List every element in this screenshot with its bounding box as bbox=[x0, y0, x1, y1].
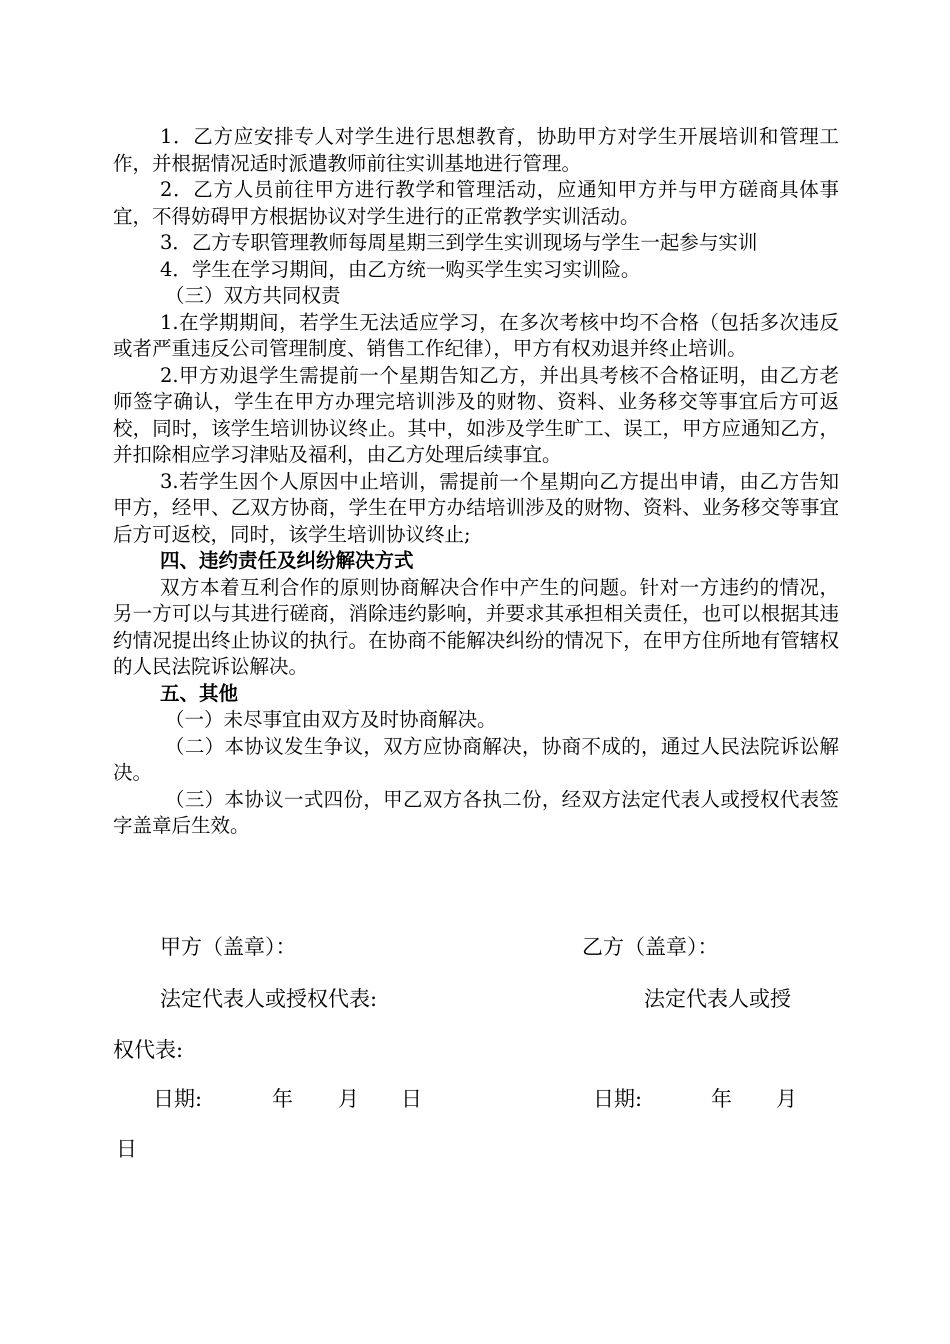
party-a-seal-label: 甲方（盖章）： bbox=[160, 935, 297, 959]
party-b-date-day: 日 bbox=[116, 1137, 137, 1161]
section-4-heading: 四、违约责任及纠纷解决方式 bbox=[160, 549, 414, 572]
party-b-rep-label-cont: 权代表: bbox=[113, 1038, 184, 1062]
party-a-date-month: 月 bbox=[338, 1087, 359, 1111]
party-a-rep-label: 法定代表人或授权代表: bbox=[160, 987, 378, 1011]
section-5-heading: 五、其他 bbox=[160, 681, 239, 705]
party-b-rep-label: 法定代表人或授 bbox=[644, 987, 791, 1011]
clause-5-2: （二）本协议发生争议，双方应协商解决，协商不成的，通过人民法院诉讼解决。 bbox=[113, 734, 839, 784]
clause-b-4: 4．学生在学习期间，由乙方统一购买学生实习实训险。 bbox=[160, 257, 641, 281]
party-b-date-label: 日期: bbox=[593, 1087, 643, 1111]
party-a-date-year: 年 bbox=[272, 1087, 293, 1111]
clause-c-1: 1.在学期期间，若学生无法适应学习，在多次考核中均不合格（包括多次违反或者严重违反公司管理制度、销售工作纪律），甲方有权劝退并终止培训。 bbox=[113, 310, 839, 360]
clause-b-2: 2．乙方人员前往甲方进行教学和管理活动，应通知甲方并与甲方磋商具体事宜，不得妨碍甲方根据协议对学生进行的正常教学实训活动。 bbox=[113, 178, 839, 228]
clause-5-1: （一）未尽事宜由双方及时协商解决。 bbox=[165, 708, 497, 731]
clause-5-3: （三）本协议一式四份，甲乙双方各执二份，经双方法定代表人或授权代表签字盖章后生效。 bbox=[113, 787, 839, 837]
party-a-date-day: 日 bbox=[401, 1087, 422, 1111]
party-b-date-year: 年 bbox=[711, 1087, 732, 1111]
party-b-seal-label: 乙方（盖章）： bbox=[582, 935, 719, 959]
clause-c-3: 3.若学生因个人原因中止培训，需提前一个星期向乙方提出申请，由乙方告知甲方，经甲、乙双方协商，学生在甲方办结培训涉及的财物、资料、业务移交等事宜后方可返校，同时，该学生培训协议终止; bbox=[113, 469, 839, 546]
party-a-date-label: 日期: bbox=[153, 1087, 203, 1111]
section-c-title: （三）双方共同权责 bbox=[165, 284, 341, 307]
agreement-body bbox=[113, 124, 839, 840]
clause-b-3: 3．乙方专职管理教师每周星期三到学生实训现场与学生一起参与实训 bbox=[160, 231, 758, 254]
clause-c-2: 2.甲方劝退学生需提前一个星期告知乙方，并出具考核不合格证明，由乙方老师签字确认，学生在甲方办理完培训涉及的财物、资料、业务移交等事宜后方可返校，同时，该学生培训协议终止。其中，如涉及学生旷工、误工，甲方应通知乙方，并扣除相应学习津贴及福利，由乙方处理后续事宜。 bbox=[113, 363, 839, 466]
section-4-text: 双方本着互利合作的原则协商解决合作中产生的问题。针对一方违约的情况，另一方可以与其进行磋商，消除违约影响，并要求其承担相关责任，也可以根据其违约情况提出终止协议的执行。在协商不能解决纠纷的情况下，在甲方住所地有管辖权的人民法院诉讼解决。 bbox=[113, 575, 839, 678]
clause-b-1: 1．乙方应安排专人对学生进行思想教育，协助甲方对学生开展培训和管理工作，并根据情况适时派遣教师前往实训基地进行管理。 bbox=[113, 125, 839, 175]
party-b-date-month: 月 bbox=[776, 1087, 797, 1111]
